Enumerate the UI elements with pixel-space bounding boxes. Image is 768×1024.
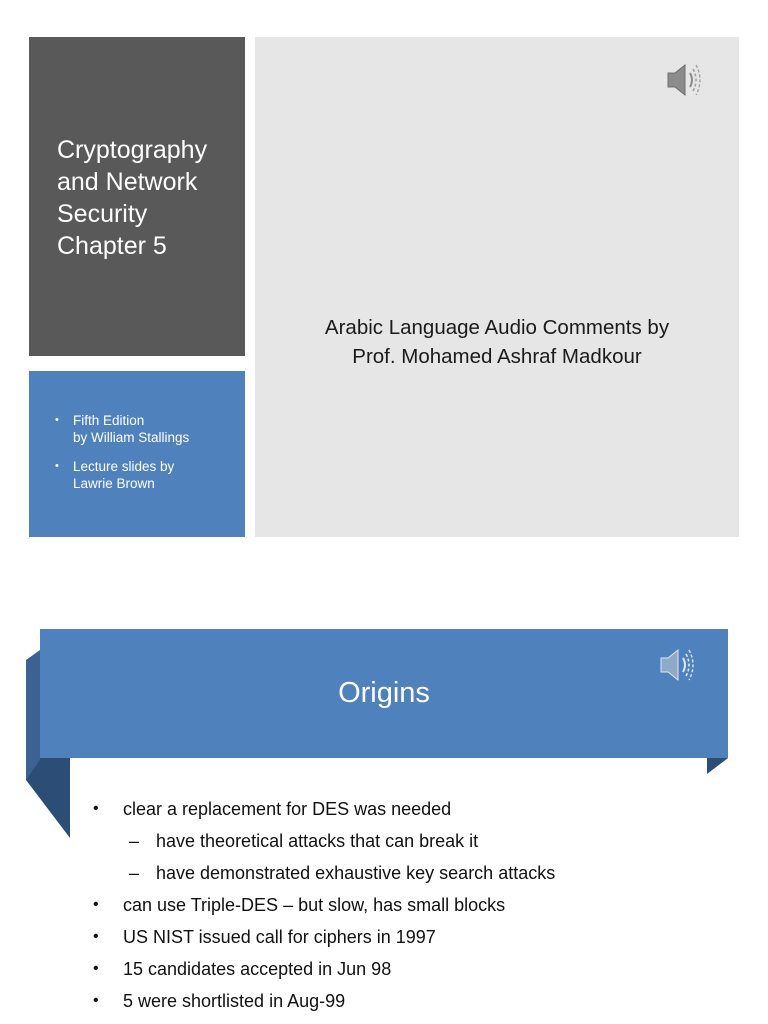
subtitle-line: Arabic Language Audio Comments by bbox=[324, 316, 670, 339]
bullet-list bbox=[93, 793, 733, 1017]
info-line: • Lecture slides by bbox=[73, 459, 175, 474]
bullet-item: • can use Triple-DES – but slow, has small blocks bbox=[93, 889, 733, 921]
subtitle-line: Prof. Mohamed Ashraf Madkour bbox=[352, 345, 642, 368]
title-line: and Network bbox=[57, 168, 198, 196]
info-line: Lawrie Brown bbox=[73, 476, 155, 491]
slide-title: Origins bbox=[338, 677, 430, 709]
speaker-icon[interactable] bbox=[660, 57, 706, 103]
title-line: Cryptography bbox=[57, 136, 208, 164]
info-item bbox=[55, 458, 241, 492]
info-item bbox=[55, 412, 241, 446]
title-line: Security bbox=[57, 200, 148, 228]
content-panel bbox=[255, 37, 739, 537]
info-panel bbox=[29, 371, 245, 537]
info-line: by William Stallings bbox=[73, 430, 190, 445]
slide-title bbox=[57, 134, 237, 262]
bullet-item: • 5 were shortlisted in Aug-99 bbox=[93, 985, 733, 1017]
info-line: • Fifth Edition bbox=[73, 413, 145, 428]
title-line: Chapter 5 bbox=[57, 232, 167, 260]
info-list bbox=[55, 412, 241, 504]
origins-slide bbox=[0, 560, 768, 1024]
sub-bullet-item: – have theoretical attacks that can break it bbox=[93, 825, 733, 857]
sub-bullet-item: – have demonstrated exhaustive key search attacks bbox=[93, 857, 733, 889]
bullet-item: • clear a replacement for DES was needed bbox=[93, 793, 733, 825]
bullet-item: • 15 candidates accepted in Jun 98 bbox=[93, 953, 733, 985]
slide-subtitle bbox=[255, 313, 739, 371]
bullet-item: • US NIST issued call for ciphers in 1997 bbox=[93, 921, 733, 953]
title-panel bbox=[29, 37, 245, 356]
